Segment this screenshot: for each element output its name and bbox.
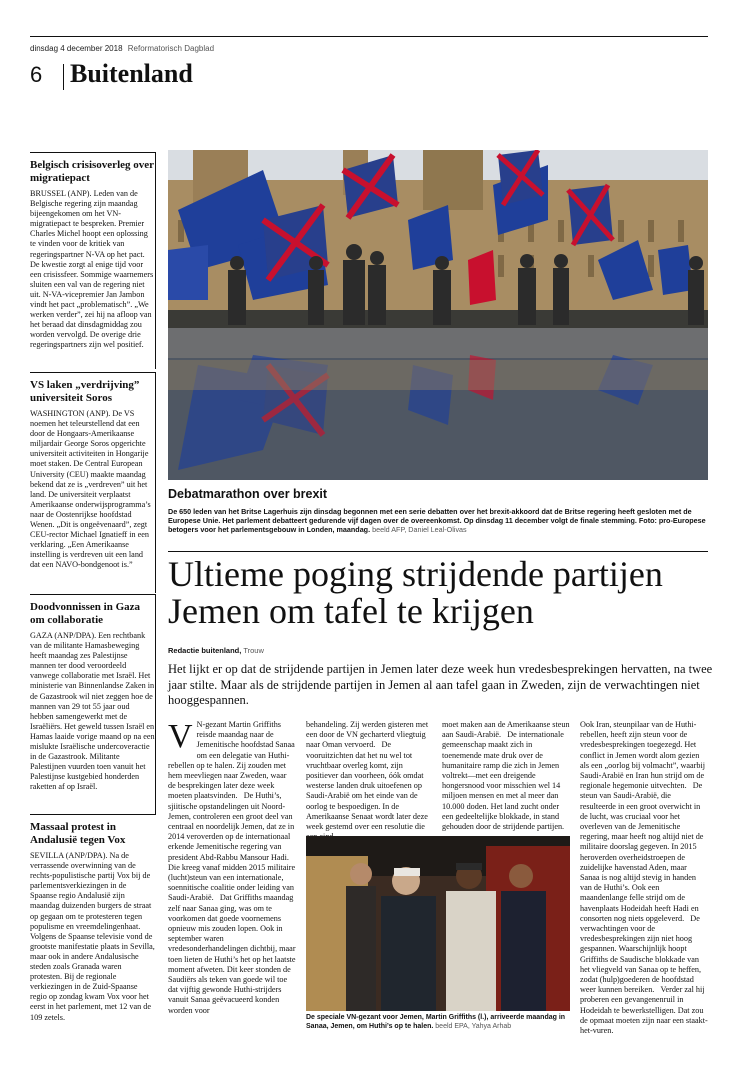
brief-gaza	[30, 594, 156, 815]
griffiths-sanaa-photo	[306, 836, 570, 1011]
article-column-1	[168, 720, 296, 1016]
photo2-caption	[306, 1014, 570, 1032]
brief-body: SEVILLA (ANP/DPA). Na de verrassende overwinning van de rechts-populistische partij Vox bij de parlementsverkiezingen in de Spaanse regio Andalusië zijn maandag duizenden burgers de straat op gegaan om te protesteren tegen populisme en vreemdelingenhaat. Volgens de Spaanse televisie vond de grootste manifestatie plaats in Sevilla, maar ook in andere Andalusische steden zoals Granada waren protesten. Bij de regionale verkiezingen in de Zuid-Spaanse regio op zondag kwam Vox voor het eerst in het parlement, met 12 van de 109 zetels.	[30, 851, 155, 1022]
photo-caption-title: Debatmarathon over brexit	[168, 487, 328, 501]
article-column-4	[580, 720, 708, 1036]
brief-belgium	[30, 152, 156, 369]
brief-andalusia	[30, 814, 155, 1035]
brief-body: WASHINGTON (ANP). De VS noemen het teleurstellend dat een door de Hongaars-Amerikaanse miljardair George Soros opgerichte universiteit activiteiten in Hongarije moet staken. De Central European University (CEU) maakte maandag bekend dat ze is „verdreven” uit het land. De universiteit verplaatst Amerikaanse onderwijsprogramma’s naar de Oostenrijkse hoofdstad Wenen. „Dit is ongeëvenaard”, zegt CEU-rector Michael Ignatieff in een verklaring. „Een Amerikaanse instelling is verdreven uit een land dat een NAVO-bondgenoot is.”	[30, 409, 151, 570]
brief-title: Doodvonnissen in Gaza om collaboratie	[30, 601, 141, 626]
brief-soros	[30, 372, 156, 593]
photo2-illustration	[306, 836, 570, 1011]
article-column-3	[442, 720, 570, 832]
byline-label: Redactie buitenland,	[168, 646, 242, 655]
section-title: Buitenland	[70, 59, 193, 88]
photo-illustration	[168, 150, 708, 480]
photo-credit: beeld AFP, Daniel Leal-Olivas	[372, 525, 467, 535]
page-number: 6	[30, 62, 43, 87]
drop-cap: V	[168, 718, 193, 755]
column-text: N-gezant Martin Griffiths reisde maandag naar de Jemenitische hoofdstad Sanaa om een delegatie van Huthi-rebellen op te halen. Zij zouden met hem meevliegen naar Zweden, waar de besprekingen later deze week moeten plaatsvinden. De Huthi’s, sjiitische opstandelingen uit Noord-Jemen, controleren een groot deel van centraal en noordelijk Jemen, dat ze in 2014 veroverden op de internationaal erkende Jemenitische regering van president Abd-Rabbu Mansour Hadi. Die kreeg vanaf midden 2015 militaire (lucht)steun van een internationale, soennitische coalitie onder leiding van Saudi-Arabië. Dat Griffiths maandag zelf naar Sanaa ging, was om te voorkomen dat goede voornemens opnieuw mis zouden lopen. Ook in september waren vredesonderhandelingen dichtbij, maar toen lieten de Huthi’s het op het laatste moment afweten. Dit keer stonden de Saudiërs als teken van goede wil toe dat vijftig gewonde Huthi-strijders vanuit Sanaa geëvacueerd konden worden voor	[168, 720, 296, 1015]
brief-body: GAZA (ANP/DPA). Een rechtbank van de militante Hamasbeweging heeft maandag zes Palestijnse mannen ter dood veroordeeld vanwege collaboratie met Israël. Het ministerie van Binnenlandse Zaken in de Gazastrook wil niet zeggen hoe de mannen van 29 tot 55 jaar oud hebben samengewerkt met de Israëliërs. Het geweld tussen Israël en Hamas laaide vorige maand op na een mislukte Israëlische undercoveractie in de Gazastrook. Militante Palestijnen vuurden toen vanuit het Palestijnse kustgebied honderden raketten af op Israël.	[30, 631, 155, 792]
column-text: moet maken aan de Amerikaanse steun aan Saudi-Arabië. De internationale gemeenschap maakt zich in toenemende mate druk over de humanitaire ramp die zich in Jemen voltrekt—met een dreigende hongersnood voor misschien wel 14 miljoen mensen en met al meer dan 10.000 doden. Het land zucht onder een gedeeltelijke blokkade, in stand gehouden door de strijdende partijen.	[442, 720, 570, 832]
paper-name: Reformatorisch Dagblad	[127, 44, 215, 53]
byline-source: Trouw	[243, 646, 264, 655]
brief-title: Massaal protest in Andalusië tegen Vox	[30, 821, 126, 846]
brief-title: VS laken „verdrijving” universiteit Soros	[30, 379, 140, 404]
brief-title: Belgisch crisisoverleg over migratiepact	[30, 159, 154, 184]
article-column-2	[306, 720, 434, 842]
article-headline: Ultieme poging strijdende partijen Jemen om tafel te krijgen	[168, 554, 663, 631]
article-rule	[168, 551, 708, 552]
column-text: Ook Iran, steunpilaar van de Huthi-rebellen, heeft zijn steun voor de vredesbesprekingen toegezegd. Het conflict in Jemen wordt alom gezien als een „oorlog bij volmacht”, waarbij Saudi-Arabië en Iran hun strijd om de regionale hegemonie uitvechten. De steun van Saudi-Arabië, die resulteerde in een groot overwicht in de lucht, was cruciaal voor het overleven van de Jemenitische regering, maar heeft nog altijd niet de militaire doorslag gegeven. In 2015 heroverden overheidstroepen de zuidelijke havenstad Aden, maar Sanaa is nog altijd stevig in handen van de Huthi’s. Ook een maandenlange felle strijd om de havenplaats Hodeidah heeft Hadi en consorten nog niets opgeleverd. De verwachtingen voor de vredesbesprekingen zijn niet hoog gespannen. Waarschijnlijk hoopt Griffiths de Saudische blokkade van het vliegveld van Sanaa op te heffen, zodat (hulp)goederen de hoofdstad weer kunnen bereiken. Verder zal hij proberen een gevangenenruil in Hodeidah te bewerkstelligen. Dat zou de opmaat moeten zijn naar een staakt-het-vuren.	[580, 720, 708, 1036]
date-text: dinsdag 4 december 2018	[30, 44, 123, 53]
photo-caption	[168, 507, 708, 535]
section-divider	[63, 64, 64, 90]
header-top-rule	[30, 36, 708, 37]
brexit-protest-photo	[168, 150, 708, 480]
photo-caption-body: De 650 leden van het Britse Lagerhuis zijn dinsdag begonnen met een serie debatten over het brexit-akkoord dat de Britse regering heeft gesloten met de Europese Unie. Het parlement debatteert gedurende vijf dagen over de overeenkomst. Op dinsdag 11 december volgt de finale stemming. Foto: pro-Europese betogers voor het parlementsgebouw in Londen, maandag.	[168, 507, 706, 535]
brief-body: BRUSSEL (ANP). Leden van de Belgische regering zijn maandag bijeengekomen om het VN-migratiepact te bespreken. Premier Charles Michel hoopt een oplossing te vinden voor de kritiek van regeringspartner N-VA op het pact. De kwestie zorgt al enige tijd voor een crisissfeer. Sommige waarnemers sluiten een val van de regering niet uit. N-VA-vicepremier Jan Jambon vindt het pact „problematisch”. „We werken verder”, zei hij na afloop van het beraad dat dinsdagmiddag zou worden vervolgd. De overige drie regeringspartners zijn wel positief.	[30, 189, 154, 350]
article-lede: Het lijkt er op dat de strijdende partijen in Jemen later deze week hun vredesbesprekingen hervatten, na twee jaar stilte. Maar als de strijdende partijen in Jemen al aan tafel gaan in Zweden, zijn de verwachtingen niet hooggespannen.	[168, 662, 713, 707]
byline	[168, 646, 264, 655]
column-text: behandeling. Zij werden gisteren met een door de VN gecharterd vliegtuig naar Oman vervoerd. De vooruitzichten dat het nu wel tot vruchtbaar overleg komt, zijn positiever dan voorheen, óók omdat westerse landen druk uitoefenen op Saudi-Arabië om het einde van de oorlog te bespoedigen. In de Amerikaanse Senaat wordt later deze week gestemd over een resolutie die	[306, 720, 429, 832]
photo2-credit: beeld EPA, Yahya Arhab	[435, 1022, 512, 1030]
photo2-caption-body: De speciale VN-gezant voor Jemen, Martin Griffiths (l.), arriveerde maandag in Sanaa, Jemen, om Huthi’s op te halen.	[306, 1014, 566, 1030]
dateline	[30, 44, 214, 53]
